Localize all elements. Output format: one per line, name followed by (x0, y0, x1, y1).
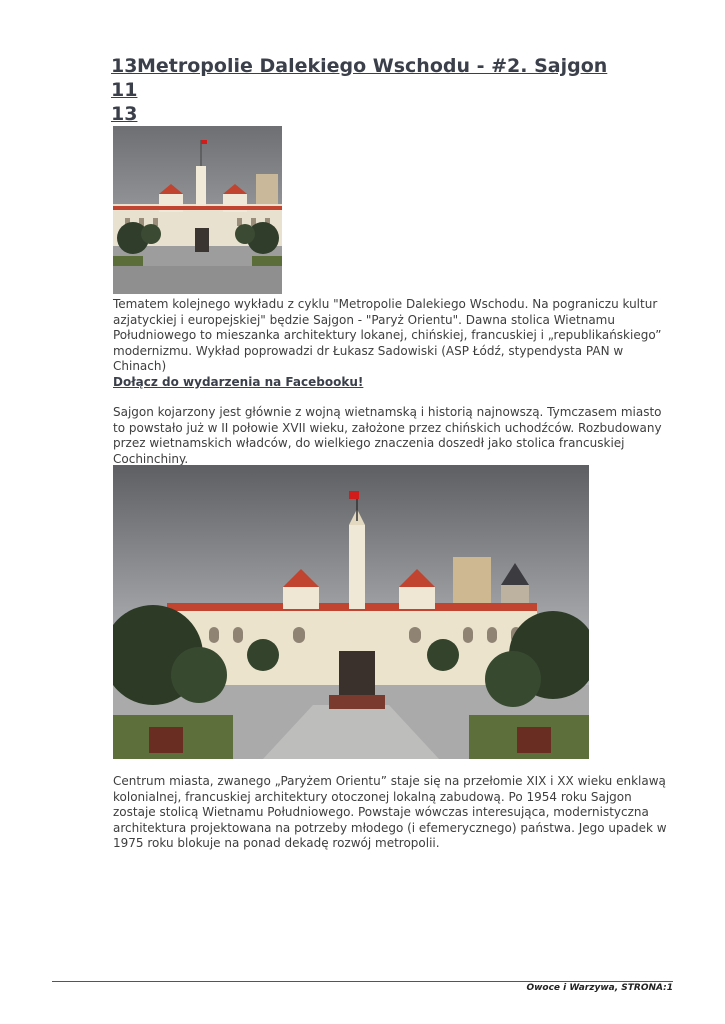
history-paragraph: Sajgon kojarzony jest głównie z wojną wietnamską i historią najnowszą. Tymczasem miasto to powstało już w II połowie XVII wieku, założone przez chińskich uchodźców. Rozbudowany przez wietnamskich władców, do wielkiego znaczenia doszedł jako stolica francuskiej Cochinchiny. (113, 405, 662, 466)
date-day: 13 (111, 55, 138, 77)
city-hall-photo-small (113, 126, 282, 294)
intro-paragraph: Tematem kolejnego wykładu z cyklu "Metropolie Dalekiego Wschodu. Na pograniczu kultur azjatyckiej i europejskiej" będzie Sajgon - "Paryż Orientu". Dawna stolica Wietnamu Południowego to mieszanka architektury lokanej, chińskiej, francuskiej i „republikańskiego” modernizmu. Wykład poprowadzi dr Łukasz Sadowiski (ASP Łódź, stypendysta PAN w Chinach) (113, 297, 662, 373)
city-hall-photo-large (113, 465, 589, 759)
facebook-event-link[interactable]: Dołącz do wydarzenia na Facebooku! (113, 375, 364, 389)
footer-page-label: Owoce i Warzywa, STRONA:1 (526, 983, 673, 993)
date-month: 11 (111, 79, 138, 101)
date-year: 13 (111, 103, 138, 125)
city-hall-illustration-large (113, 465, 589, 759)
footer-divider (52, 981, 673, 982)
article-title-link[interactable]: Metropolie Dalekiego Wschodu - #2. Sajgon (137, 55, 608, 77)
post-date (111, 54, 137, 126)
city-hall-illustration (113, 126, 282, 294)
colonial-paragraph: Centrum miasta, zwanego „Paryżem Orientu” staje się na przełomie XIX i XX wieku enklawą kolonialnej, francuskiej architektury otoczonej lokalną zabudową. Po 1954 roku Sajgon zostaje stolicą Wietnamu Południowego. Powstaje wówczas interesująca, modernistyczna architektura projektowana na potrzeby młodego (i efemerycznego) państwa. Jego upadek w 1975 roku blokuje na ponad dekadę rozwój metropolii. (113, 774, 667, 850)
article-header (113, 54, 675, 126)
article (111, 54, 675, 850)
